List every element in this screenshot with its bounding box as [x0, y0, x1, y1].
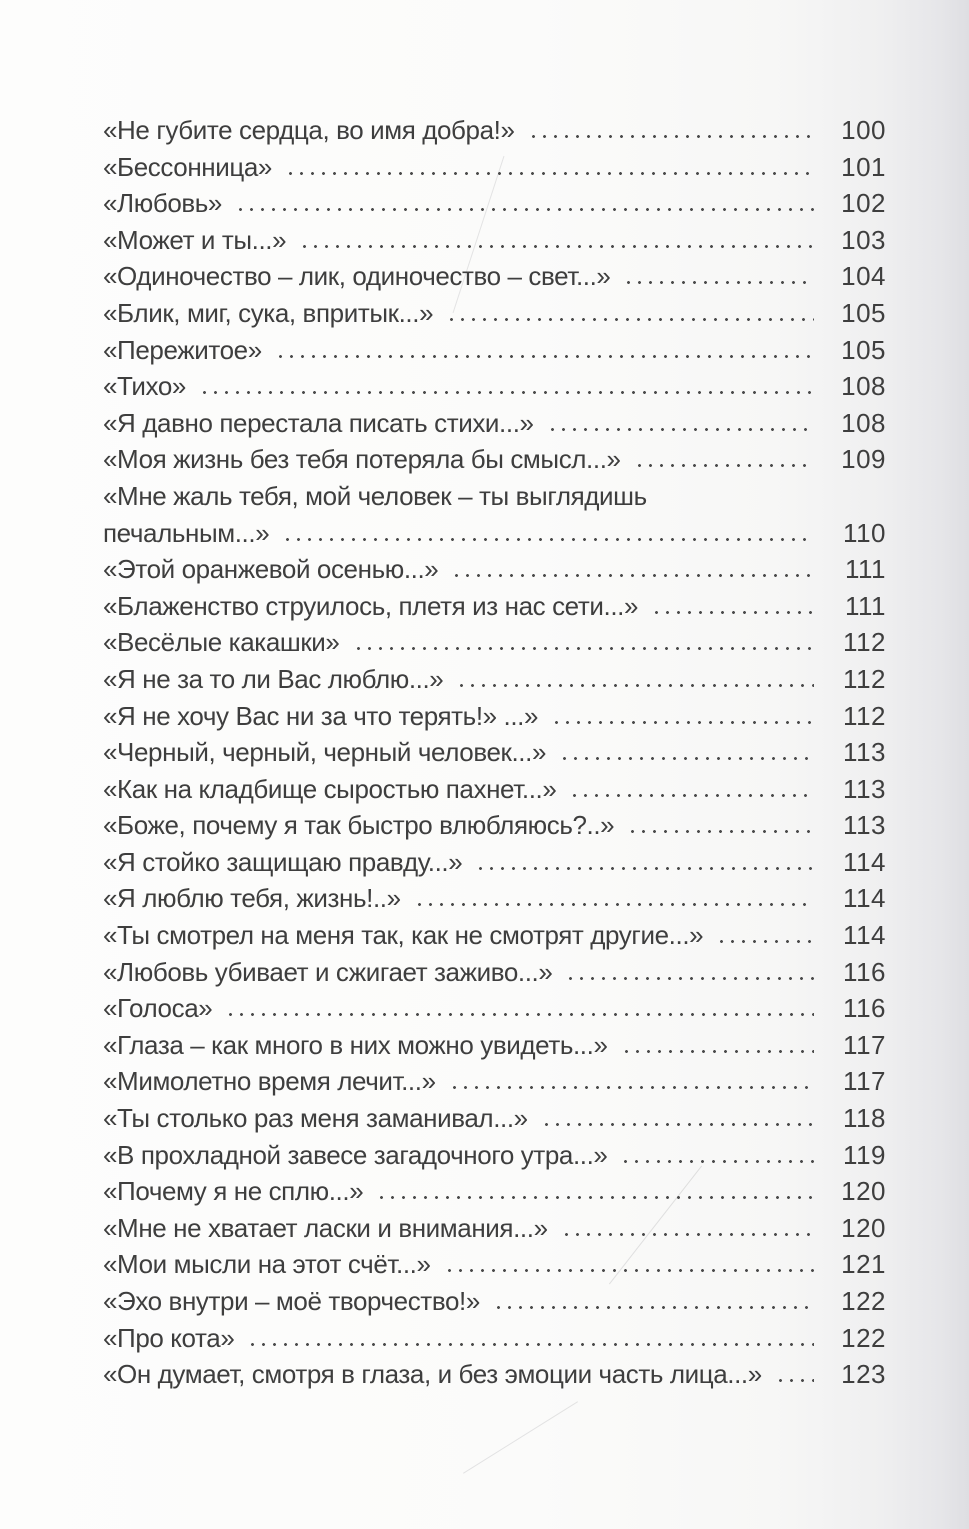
toc-entry: [103, 1063, 886, 1100]
toc-entry: [103, 112, 886, 149]
toc-entry: [103, 222, 886, 259]
toc-entry-title: «Черный, черный, черный человек...»: [103, 737, 547, 768]
dot-leader: [551, 720, 814, 725]
toc-entry-title: «Любовь убивает и сжигает заживо...»: [103, 956, 553, 987]
toc-entry-page: 103: [841, 224, 886, 255]
dot-leader: [376, 1195, 814, 1200]
dot-leader: [475, 866, 814, 871]
toc-entry-title: «Ты смотрел на меня так, как не смотрят другие...»: [103, 920, 704, 951]
toc-entry: [103, 734, 886, 771]
toc-entry: [103, 954, 886, 991]
dot-leader: [493, 1305, 814, 1310]
toc-entry-title: «Блаженство струилось, плетя из нас сети...»: [103, 590, 639, 621]
toc-entry-title: «Я люблю тебя, жизнь!..»: [103, 883, 401, 914]
toc-entry-page: 112: [843, 627, 886, 658]
toc-entry-title: «Мои мысли на этот счёт...»: [103, 1249, 431, 1280]
toc-entry-page: 116: [843, 956, 886, 987]
dot-leader: [456, 683, 814, 688]
dot-leader: [414, 902, 814, 907]
dot-leader: [451, 573, 814, 578]
toc-entry: [103, 368, 886, 405]
dot-leader: [627, 829, 814, 834]
dot-leader: [623, 280, 814, 285]
toc-entry-title: «Боже, почему я так быстро влюбляюсь?..»: [103, 810, 615, 841]
toc-entry: [103, 1246, 886, 1283]
toc-entry: [103, 405, 886, 442]
dot-leader: [528, 134, 814, 139]
toc-entry-title: «Этой оранжевой осенью...»: [103, 554, 439, 585]
toc-entry-page: 122: [841, 1286, 886, 1316]
dot-leader: [444, 1268, 814, 1273]
toc-entry-page: 109: [841, 444, 886, 475]
dot-leader: [235, 207, 814, 212]
toc-entry: [103, 295, 886, 332]
toc-entry: [103, 771, 886, 808]
toc-entry: [103, 807, 886, 844]
dot-leader: [565, 976, 814, 981]
toc-entry-page: 112: [843, 700, 886, 731]
toc-entry-page: 119: [843, 1139, 886, 1170]
toc-entry: [103, 588, 886, 625]
dot-leader: [199, 390, 814, 395]
toc-entry: [103, 1027, 886, 1064]
toc-entry-page: 114: [843, 883, 886, 914]
toc-entry-page: 101: [841, 151, 886, 182]
toc-entry: [103, 1137, 886, 1174]
toc-entry: [103, 185, 886, 222]
dot-leader: [353, 646, 815, 651]
toc-entry: [103, 515, 886, 552]
dot-leader: [561, 1232, 814, 1237]
toc-entry-page: 108: [841, 371, 886, 402]
toc-entry-title: «Бессонница»: [103, 151, 272, 182]
toc-entry: [103, 1356, 886, 1393]
dot-leader: [446, 317, 814, 322]
toc-entry: [103, 880, 886, 917]
toc-entry-page: 114: [843, 846, 886, 877]
toc-entry-title: печальным...»: [103, 517, 270, 548]
toc-entry-page: 112: [843, 663, 886, 694]
toc-entry-title: «Он думает, смотря в глаза, и без эмоции часть лица...»: [103, 1359, 762, 1390]
toc-entry-title: «В прохладной завесе загадочного утра...»: [103, 1139, 608, 1170]
toc-entry-page: 121: [841, 1249, 886, 1280]
toc-entry-wrap-line: [103, 478, 886, 515]
toc-entry-page: 113: [843, 737, 886, 768]
toc-entry-title: «Про кота»: [103, 1322, 235, 1353]
dot-leader: [559, 756, 814, 761]
toc-entry-page: 105: [841, 334, 886, 365]
toc-entry-page: 120: [841, 1176, 886, 1207]
toc-entry-title: «Мне не хватает ласки и внимания...»: [103, 1212, 548, 1243]
toc-entry: [103, 1100, 886, 1137]
toc-entry: [103, 917, 886, 954]
toc-entry-title: «Глаза – как много в них можно увидеть...»: [103, 1029, 608, 1060]
toc-entry-page: 120: [841, 1212, 886, 1243]
toc-entry-title: «Тихо»: [103, 371, 186, 402]
toc-entry: [103, 844, 886, 881]
toc-entry-page: 113: [843, 810, 886, 841]
toc-entry-page: 111: [844, 554, 886, 585]
toc-entry-title: «Я стойко защищаю правду...»: [103, 846, 463, 877]
toc-entry: [103, 149, 886, 186]
toc-entry: [103, 698, 886, 735]
dot-leader: [282, 537, 814, 542]
toc-entry-title: «Я давно перестала писать стихи...»: [103, 407, 534, 438]
toc-entry-page: 116: [843, 993, 886, 1024]
toc-entry-page: 123: [841, 1359, 886, 1390]
dot-leader: [225, 1012, 814, 1017]
toc-entry-title: «Блик, миг, сука, впритык...»: [103, 297, 434, 328]
toc-entry-title: «Мне жаль тебя, мой человек – ты выглядишь: [103, 480, 647, 511]
toc-entry: [103, 551, 886, 588]
toc-entry: [103, 258, 886, 295]
toc-entry: [103, 1283, 886, 1320]
toc-entry-title: «Эхо внутри – моё творчество!»: [103, 1286, 480, 1316]
toc-entry-title: «Голоса»: [103, 993, 213, 1024]
scan-scratch: [463, 1401, 578, 1473]
toc-entry-page: 102: [841, 188, 886, 219]
toc-entry-title: «Я не за то ли Вас люблю...»: [103, 663, 444, 694]
dot-leader: [621, 1049, 814, 1054]
toc-entry-title: «Моя жизнь без тебя потеряла бы смысл...»: [103, 444, 621, 475]
toc-entry-title: «Мимолетно время лечит...»: [103, 1066, 436, 1097]
toc-entry-title: «Почему я не сплю...»: [103, 1176, 364, 1207]
toc-entry-title: «Не губите сердца, во имя добра!»: [103, 115, 515, 145]
dot-leader: [651, 610, 814, 615]
toc-entry: [103, 661, 886, 698]
toc-entry: [103, 441, 886, 478]
toc-entry-title: «Ты столько раз меня заманивал...»: [103, 1103, 528, 1134]
dot-leader: [285, 171, 814, 176]
dot-leader: [775, 1378, 814, 1383]
toc-entry-title: «Я не хочу Вас ни за что терять!» ...»: [103, 700, 539, 731]
toc-entry-page: 111: [844, 590, 886, 621]
toc-entry: [103, 1173, 886, 1210]
toc-entry-page: 104: [841, 261, 886, 292]
toc-entry-page: 113: [843, 773, 886, 804]
toc-entry: [103, 990, 886, 1027]
dot-leader: [247, 1342, 814, 1347]
dot-leader: [716, 939, 814, 944]
toc-entry-page: 108: [841, 407, 886, 438]
toc-entry-title: «Одиночество – лик, одиночество – свет...»: [103, 261, 611, 292]
dot-leader: [547, 427, 814, 432]
toc-entry-title: «Любовь»: [103, 188, 222, 219]
toc-entry-title: «Как на кладбище сыростью пахнет...»: [103, 773, 557, 804]
dot-leader: [541, 1122, 814, 1127]
dot-leader: [620, 1159, 814, 1164]
toc-entry-title: «Пережитое»: [103, 334, 262, 365]
toc-entry: [103, 1210, 886, 1247]
toc-entry-page: 100: [841, 115, 886, 145]
toc-entry-page: 118: [843, 1103, 886, 1134]
toc-entry-page: 122: [841, 1322, 886, 1353]
toc-entry-title: «Может и ты...»: [103, 224, 287, 255]
dot-leader: [449, 1085, 814, 1090]
toc-entry: [103, 1320, 886, 1357]
toc-entry-page: 105: [841, 297, 886, 328]
table-of-contents: [103, 112, 886, 1393]
dot-leader: [569, 793, 814, 798]
toc-entry-page: 117: [843, 1029, 886, 1060]
toc-entry-page: 117: [843, 1066, 886, 1097]
toc-entry-page: 110: [843, 517, 886, 548]
dot-leader: [275, 354, 814, 359]
dot-leader: [634, 463, 814, 468]
dot-leader: [299, 244, 814, 249]
toc-entry-page: 114: [843, 920, 886, 951]
toc-entry: [103, 624, 886, 661]
toc-entry-title: «Весёлые какашки»: [103, 627, 340, 658]
toc-entry: [103, 332, 886, 369]
